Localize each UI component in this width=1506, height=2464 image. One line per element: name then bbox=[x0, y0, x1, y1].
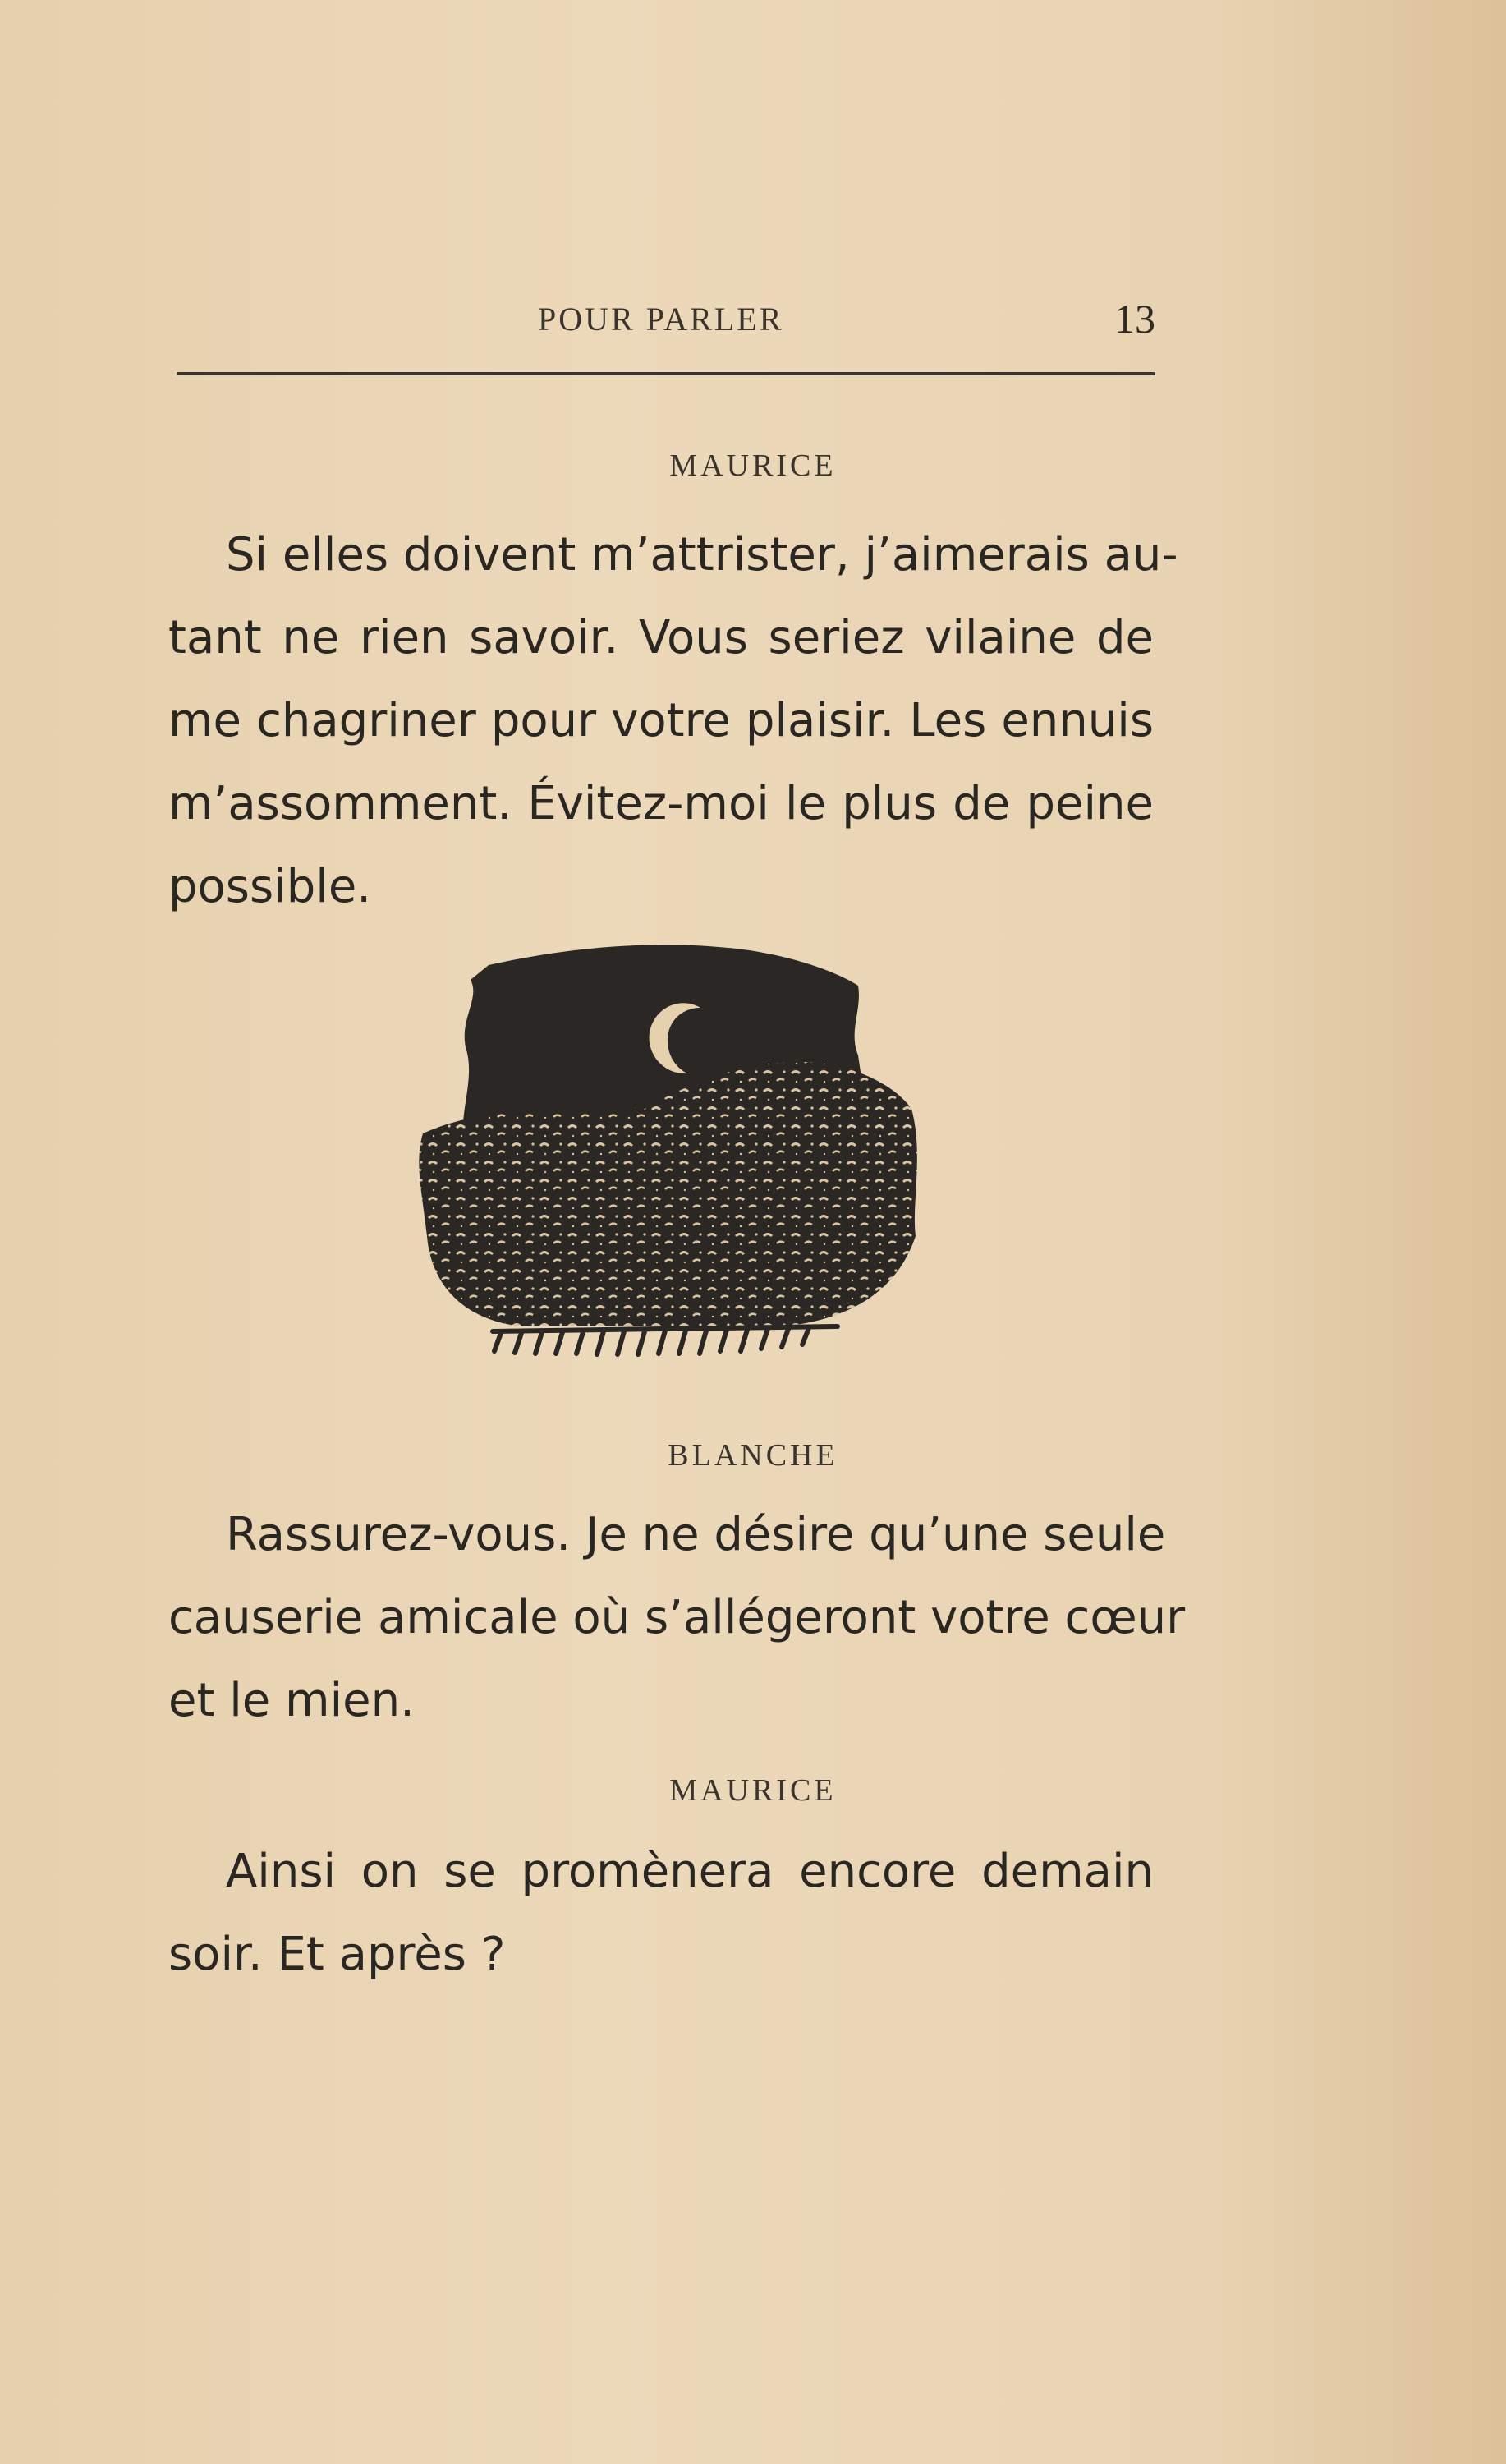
running-header bbox=[177, 296, 1155, 349]
speaker-name: MAURICE bbox=[669, 448, 837, 483]
text-line: tant ne rien savoir. Vous seriez vilaine de bbox=[168, 611, 1154, 664]
text-line: soir. Et après ? bbox=[168, 1928, 506, 1981]
text-line: me chagriner pour votre plaisir. Les ennuis bbox=[168, 694, 1154, 747]
text-line: m’assomment. Évitez-moi le plus de peine bbox=[168, 777, 1154, 830]
speaker-name: BLANCHE bbox=[668, 1438, 838, 1473]
night-landscape-vignette-icon bbox=[398, 940, 924, 1359]
header-rule bbox=[177, 372, 1155, 375]
text-line: et le mien. bbox=[168, 1674, 415, 1727]
dialogue-paragraph bbox=[168, 513, 1178, 928]
running-title: POUR PARLER bbox=[538, 301, 784, 338]
text-line: causerie amicale où s’allégeront votre cœur bbox=[168, 1591, 1186, 1644]
text-line: Ainsi on se promènera encore demain bbox=[226, 1845, 1154, 1898]
text-line: Rassurez-vous. Je ne désire qu’une seule bbox=[226, 1508, 1166, 1561]
dialogue-paragraph bbox=[168, 1493, 1186, 1742]
speaker-name: MAURICE bbox=[669, 1773, 837, 1808]
text-line: Si elles doivent m’attrister, j’aimerais au- bbox=[226, 528, 1178, 582]
text-line: possible. bbox=[168, 860, 372, 913]
dialogue-paragraph bbox=[168, 1830, 1154, 1996]
page-number: 13 bbox=[1114, 296, 1155, 342]
